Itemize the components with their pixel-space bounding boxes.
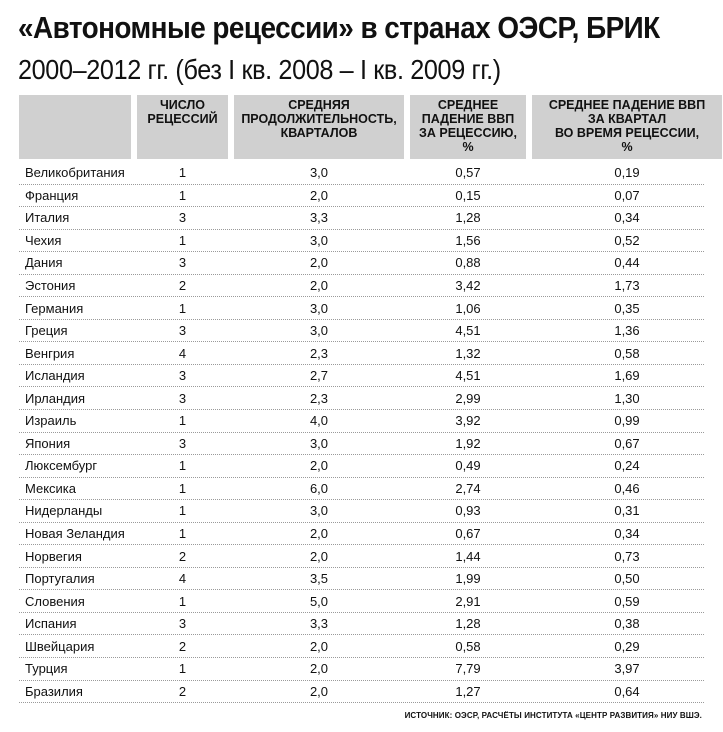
table-cell: 2,74: [455, 480, 481, 496]
table-row: [19, 545, 704, 568]
column-header-line: СРЕДНЕЕ: [437, 98, 499, 112]
table-cell: 3,0: [309, 323, 329, 339]
table-cell: 0,67: [614, 435, 640, 451]
column-header-line: ВО ВРЕМЯ РЕЦЕССИИ,: [554, 126, 700, 140]
table-cell: 3: [178, 368, 187, 384]
table-row: [19, 162, 704, 185]
page-title: «Автономные рецессии» в странах ОЭСР, БРИК: [18, 10, 660, 45]
table-cell: 0,38: [614, 616, 640, 632]
table-cell: 1,99: [455, 571, 481, 587]
column-header-line: ЗА РЕЦЕССИЮ,: [419, 126, 517, 140]
table-row: [19, 568, 704, 591]
country-name: Дания: [25, 255, 63, 271]
table-cell: 1,28: [455, 210, 481, 226]
table-cell: 0,19: [614, 165, 640, 181]
table-cell: 0,93: [455, 503, 481, 519]
table-row: [19, 590, 704, 613]
table-cell: 2: [178, 683, 187, 699]
table-cell: 0,31: [614, 503, 640, 519]
column-header-line: ЧИСЛО: [160, 98, 205, 112]
table-cell: 0,58: [455, 638, 481, 654]
table-cell: 2,3: [309, 390, 329, 406]
country-name: Новая Зеландия: [25, 526, 125, 542]
table-cell: 2,91: [455, 593, 481, 609]
table-cell: 0,99: [614, 413, 640, 429]
table-row: [19, 365, 704, 388]
table-row: [19, 185, 704, 208]
table-cell: 0,50: [614, 571, 640, 587]
country-name: Бразилия: [25, 683, 83, 699]
source-note: ИСТОЧНИК: ОЭСР, РАСЧЁТЫ ИНСТИТУТА «ЦЕНТР РАЗВИТИЯ» НИУ ВШЭ.: [404, 711, 702, 720]
table-cell: 2,0: [309, 187, 329, 203]
table-cell: 2,0: [309, 458, 329, 474]
country-name: Испания: [25, 616, 77, 632]
table-cell: 1: [178, 593, 187, 609]
table-cell: 0,57: [455, 165, 481, 181]
country-name: Израиль: [25, 413, 77, 429]
table-cell: 3: [178, 616, 187, 632]
table-cell: 1: [178, 187, 187, 203]
table-cell: 2: [178, 638, 187, 654]
table-cell: 3,0: [309, 232, 329, 248]
table-cell: 0,88: [455, 255, 481, 271]
table-cell: 0,15: [455, 187, 481, 203]
column-header-line: КВАРТАЛОВ: [280, 126, 358, 140]
country-name: Япония: [25, 435, 71, 451]
table-cell: 1,36: [614, 323, 640, 339]
table-row: [19, 230, 704, 253]
country-name: Италия: [25, 210, 70, 226]
country-name: Швейцария: [25, 638, 95, 654]
table-cell: 1: [178, 413, 187, 429]
table-cell: 2,7: [309, 368, 329, 384]
table-row: [19, 297, 704, 320]
table-row: [19, 455, 704, 478]
table-cell: 3: [178, 210, 187, 226]
table-cell: 1,32: [455, 345, 481, 361]
table-cell: 3: [178, 323, 187, 339]
table-cell: 0,52: [614, 232, 640, 248]
column-header-0: [19, 95, 131, 159]
table-row: [19, 635, 704, 658]
table-cell: 3: [178, 255, 187, 271]
table-cell: 2,0: [309, 683, 329, 699]
table-cell: 2,0: [309, 255, 329, 271]
table-cell: 1,69: [614, 368, 640, 384]
column-header-3: [410, 95, 526, 159]
table-row: [19, 342, 704, 365]
table-cell: 6,0: [309, 480, 329, 496]
page-subtitle: 2000–2012 гг. (без I кв. 2008 – I кв. 2009 гг.): [18, 54, 501, 85]
table-row: [19, 433, 704, 456]
table-cell: 4,51: [455, 368, 481, 384]
table-cell: 5,0: [309, 593, 329, 609]
table-cell: 1,30: [614, 390, 640, 406]
table-cell: 1: [178, 503, 187, 519]
table-cell: 3,3: [309, 616, 329, 632]
table-cell: 0,24: [614, 458, 640, 474]
country-name: Великобритания: [25, 165, 125, 181]
country-name: Португалия: [25, 571, 95, 587]
column-header-2: [234, 95, 404, 159]
column-header-line: РЕЦЕССИЙ: [147, 112, 218, 126]
table-row: [19, 681, 704, 704]
table-cell: 0,34: [614, 526, 640, 542]
country-name: Словения: [25, 593, 85, 609]
table-cell: 0,07: [614, 187, 640, 203]
column-header-line: ПАДЕНИЕ ВВП: [421, 112, 515, 126]
column-header-line: СРЕДНЕЕ ПАДЕНИЕ ВВП: [548, 98, 706, 112]
column-header-4: [532, 95, 722, 159]
table-body: [19, 162, 704, 703]
table-cell: 1: [178, 526, 187, 542]
column-header-line: ЗА КВАРТАЛ: [587, 112, 667, 126]
table-cell: 1,44: [455, 548, 481, 564]
country-name: Люксембург: [25, 458, 98, 474]
table-cell: 7,79: [455, 661, 481, 677]
country-name: Мексика: [25, 480, 77, 496]
country-name: Франция: [25, 187, 79, 203]
country-name: Венгрия: [25, 345, 75, 361]
table-cell: 1,56: [455, 232, 481, 248]
table-cell: 1,92: [455, 435, 481, 451]
table-cell: 1: [178, 300, 187, 316]
table-row: [19, 207, 704, 230]
table-cell: 0,49: [455, 458, 481, 474]
table-row: [19, 523, 704, 546]
table-cell: 3,5: [309, 571, 329, 587]
table-cell: 1: [178, 165, 187, 181]
table-cell: 0,46: [614, 480, 640, 496]
data-table: [19, 95, 704, 703]
table-cell: 3,97: [614, 661, 640, 677]
table-cell: 4: [178, 571, 187, 587]
country-name: Чехия: [25, 232, 62, 248]
table-row: [19, 275, 704, 298]
country-name: Германия: [25, 300, 84, 316]
table-cell: 0,67: [455, 526, 481, 542]
table-row: [19, 320, 704, 343]
table-cell: 1,28: [455, 616, 481, 632]
table-cell: 2,0: [309, 526, 329, 542]
table-cell: 3,0: [309, 165, 329, 181]
table-row: [19, 387, 704, 410]
column-header-1: [137, 95, 228, 159]
table-cell: 2,0: [309, 278, 329, 293]
table-row: [19, 410, 704, 433]
table-cell: 0,73: [614, 548, 640, 564]
table-cell: 4: [178, 345, 187, 361]
table-cell: 3: [178, 390, 187, 406]
country-name: Норвегия: [25, 548, 82, 564]
table-row: [19, 500, 704, 523]
table-cell: 1,27: [455, 683, 481, 699]
table-cell: 3,42: [455, 278, 481, 293]
table-cell: 1: [178, 458, 187, 474]
table-cell: 1: [178, 661, 187, 677]
table-cell: 4,51: [455, 323, 481, 339]
column-header-line: %: [621, 140, 633, 154]
table-header-row: [19, 95, 704, 159]
table-cell: 1: [178, 480, 187, 496]
table-row: [19, 613, 704, 636]
table-cell: 3: [178, 435, 187, 451]
column-header-line: СРЕДНЯЯ: [288, 98, 350, 112]
country-name: Греция: [25, 323, 68, 339]
column-header-line: ПРОДОЛЖИТЕЛЬНОСТЬ,: [241, 112, 397, 126]
table-cell: 3,0: [309, 300, 329, 316]
country-name: Эстония: [25, 278, 76, 293]
table-cell: 0,64: [614, 683, 640, 699]
table-cell: 0,34: [614, 210, 640, 226]
table-cell: 3,3: [309, 210, 329, 226]
table-cell: 2,0: [309, 661, 329, 677]
table-cell: 1,06: [455, 300, 481, 316]
country-name: Турция: [25, 661, 68, 677]
table-cell: 0,59: [614, 593, 640, 609]
table-cell: 0,29: [614, 638, 640, 654]
country-name: Нидерланды: [25, 503, 103, 519]
country-name: Исландия: [25, 368, 85, 384]
table-cell: 0,44: [614, 255, 640, 271]
table-row: [19, 478, 704, 501]
table-cell: 3,92: [455, 413, 481, 429]
table-cell: 2,99: [455, 390, 481, 406]
table-cell: 3,0: [309, 435, 329, 451]
table-cell: 2: [178, 278, 187, 293]
table-row: [19, 658, 704, 681]
table-cell: 0,35: [614, 300, 640, 316]
table-cell: 2: [178, 548, 187, 564]
table-row: [19, 252, 704, 275]
table-cell: 2,0: [309, 638, 329, 654]
country-name: Ирландия: [25, 390, 86, 406]
table-cell: 2,0: [309, 548, 329, 564]
table-cell: 1,73: [614, 278, 640, 293]
table-cell: 1: [178, 232, 187, 248]
table-cell: 0,58: [614, 345, 640, 361]
table-cell: 3,0: [309, 503, 329, 519]
column-header-line: %: [462, 140, 474, 154]
table-cell: 2,3: [309, 345, 329, 361]
table-cell: 4,0: [309, 413, 329, 429]
